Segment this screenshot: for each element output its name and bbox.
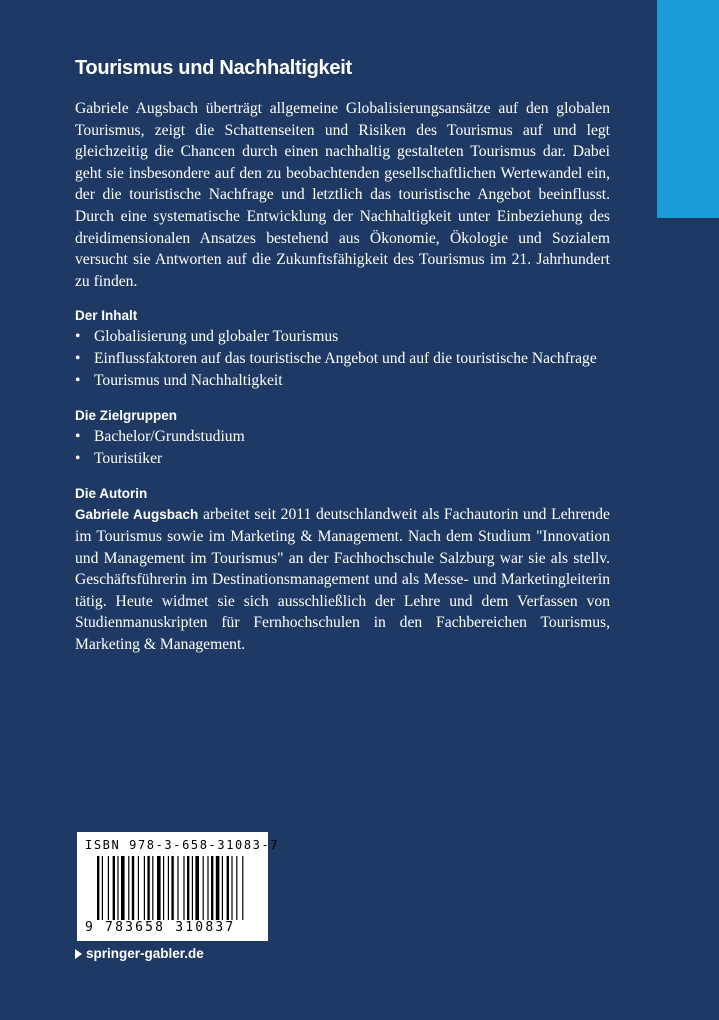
list-item: • Einflussfaktoren auf das touristische Angebot und auf die touristische Nachfrage [75, 348, 610, 370]
inhalt-list [75, 326, 610, 392]
back-cover-content [75, 54, 610, 656]
author-bio [75, 504, 610, 655]
list-item: • Bachelor/Grundstudium [75, 426, 610, 448]
barcode [77, 832, 280, 941]
bullet-icon: • [75, 428, 81, 446]
author-bio-text: arbeitet seit 2011 deutschlandweit als Fachautorin und Lehrende im Tourismus sowie im Marketing & Management. Nach dem Studium "Innovation und Management im Tourismus" an der Fachhochschule Salzburg war sie als stellv. Geschäftsführerin im Destinationsmanagement und als Messe- und Marketingleiterin tätig. Heute widmet sie sich ausschließlich der Lehre und dem Verfassen von Studienmanuskripten für Fernhochschulen in den Fachbereichen Tourismus, Marketing & Management. [75, 506, 610, 653]
arrow-right-icon [75, 949, 82, 959]
list-item: • Globalisierung und globaler Tourismus [75, 326, 610, 348]
accent-bar [657, 0, 719, 218]
website-link[interactable] [75, 946, 204, 961]
zielgruppen-list [75, 426, 610, 470]
list-item: • Tourismus und Nachhaltigkeit [75, 370, 610, 392]
inhalt-heading: Der Inhalt [75, 308, 138, 324]
list-item: • Touristiker [75, 448, 610, 470]
zielgruppen-heading: Die Zielgruppen [75, 408, 178, 424]
page-title: Tourismus und Nachhaltigkeit [75, 57, 352, 79]
bullet-icon: • [75, 450, 81, 468]
author-name: Gabriele Augsbach [75, 507, 199, 523]
barcode-digits: 9 783658 310837 [85, 920, 236, 935]
autorin-heading: Die Autorin [75, 486, 148, 502]
intro-paragraph: Gabriele Augsbach überträgt allgemeine Globalisierungsansätze auf den globalen Tourismus, zeigt die Schattenseiten und Risiken des Tourismus auf und legt gleichzeitig die Chancen durch einen nachhaltig gestalteten Tourismus dar. Dabei geht sie insbesondere auf den zu beobachtenden gesellschaftlichen Wertewandel ein, der die touristische Nachfrage und letztlich das touristische Angebot beeinflusst. Durch eine systematische Entwicklung der Nachhaltigkeit unter Einbeziehung des dreidimensionalen Ansatzes bestehend aus Ökonomie, Ökologie und Sozialem versucht sie Antworten auf die Zukunftsfähigkeit des Tourismus im 21. Jahrhundert zu finden. [75, 100, 610, 290]
isbn-label: ISBN 978-3-658-31083-7 [85, 838, 280, 852]
bullet-icon: • [75, 372, 81, 390]
bullet-icon: • [75, 350, 81, 368]
bullet-icon: • [75, 328, 81, 346]
barcode-bars [97, 856, 249, 920]
website-label: springer-gabler.de [86, 946, 204, 961]
